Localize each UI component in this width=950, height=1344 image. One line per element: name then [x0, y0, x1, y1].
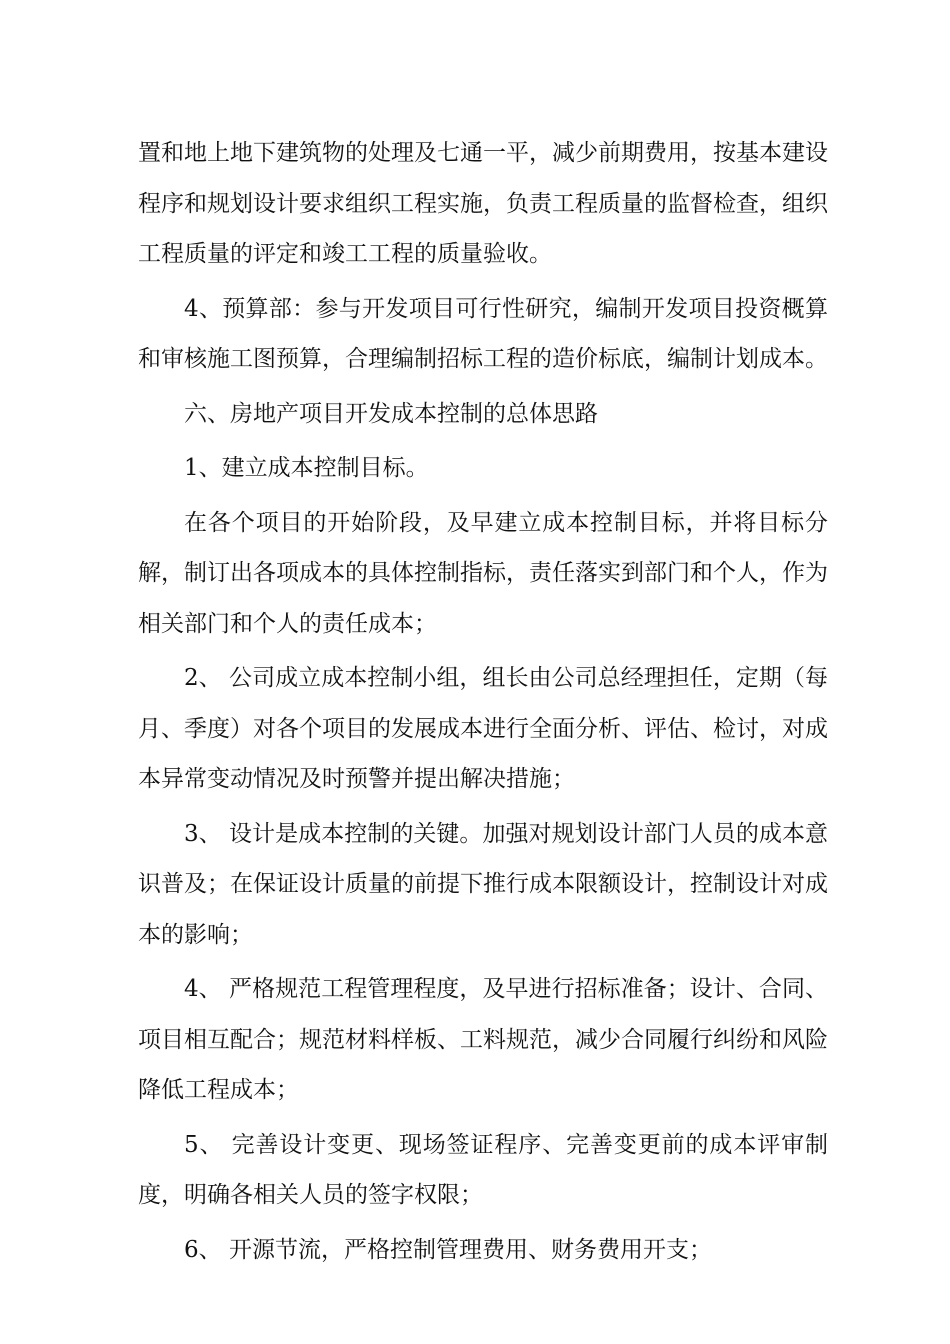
document-body: [138, 128, 828, 1279]
paragraph-2: 4、预算部：参与开发项目可行性研究，编制开发项目投资概算和审核施工图预算，合理编制招标工程的造价标底，编制计划成本。: [138, 295, 828, 372]
paragraph-1: 置和地上地下建筑物的处理及七通一平，减少前期费用，按基本建设程序和规划设计要求组织工程实施，负责工程质量的监督检查，组织工程质量的评定和竣工工程的质量验收。: [138, 140, 828, 267]
paragraph-10: 6、 开源节流，严格控制管理费用、财务费用开支；: [184, 1236, 712, 1263]
paragraph-6: 2、 公司成立成本控制小组，组长由公司总经理担任，定期（每月、季度）对各个项目的发展成本进行全面分析、评估、检讨，对成本异常变动情况及时预警并提出解决措施；: [138, 665, 828, 792]
paragraph-4: 1、建立成本控制目标。: [184, 455, 429, 481]
section-heading: 六、房地产项目开发成本控制的总体思路: [184, 400, 598, 427]
paragraph-7: 3、 设计是成本控制的关键。加强对规划设计部门人员的成本意识普及；在保证设计质量的前提下推行成本限额设计，控制设计对成本的影响；: [138, 820, 828, 948]
paragraph-9: 5、 完善设计变更、现场签证程序、完善变更前的成本评审制度，明确各相关人员的签字权限；: [138, 1131, 828, 1208]
paragraph-8: 4、 严格规范工程管理程度，及早进行招标准备；设计、合同、项目相互配合；规范材料样板、工料规范，减少合同履行纠纷和风险降低工程成本；: [138, 976, 828, 1103]
paragraph-5: 在各个项目的开始阶段，及早建立成本控制目标，并将目标分解，制订出各项成本的具体控制指标，责任落实到部门和个人，作为相关部门和个人的责任成本；: [138, 509, 828, 637]
